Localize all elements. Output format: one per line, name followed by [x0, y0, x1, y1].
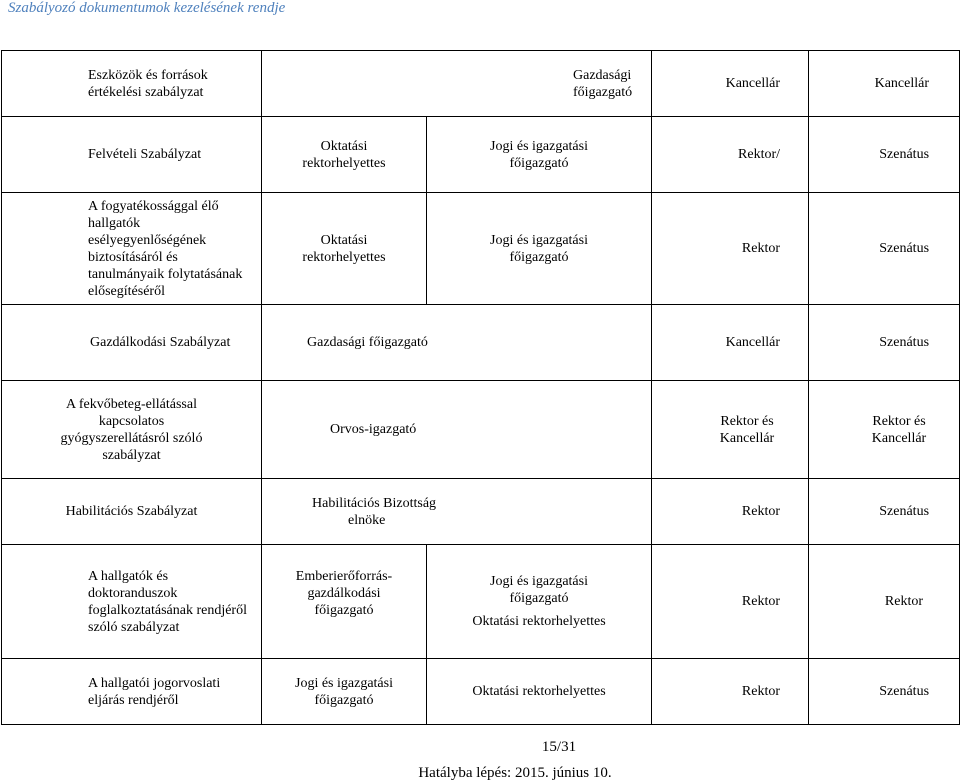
- preparer-cell: Jogi és igazgatási főigazgató: [427, 117, 652, 193]
- decision-maker-cell: Szenátus: [809, 659, 960, 725]
- preparer-cell: Gazdasági főigazgató: [262, 51, 652, 117]
- document-header-title: Szabályozó dokumentumok kezelésének rendje: [8, 0, 286, 16]
- table-row: [2, 305, 960, 381]
- approver-cell: Rektor: [652, 479, 809, 545]
- approver-cell: Rektor/: [652, 117, 809, 193]
- table-row: [2, 51, 960, 117]
- regulation-name-cell: A fekvőbeteg-ellátással kapcsolatos gyógyszerellátásról szóló szabályzat: [2, 381, 262, 479]
- regulation-name-cell: Eszközök és források értékelési szabályzat: [2, 51, 262, 117]
- table-row: [2, 381, 960, 479]
- responsible-cell: Oktatási rektorhelyettes: [262, 117, 427, 193]
- page-number: 15/31: [541, 739, 577, 755]
- effective-date: Hatályba lépés: 2015. június 10.: [418, 765, 612, 781]
- regulation-name-cell: Felvételi Szabályzat: [2, 117, 262, 193]
- decision-maker-cell: Szenátus: [809, 479, 960, 545]
- decision-maker-cell: Szenátus: [809, 117, 960, 193]
- approver-cell: Rektor: [652, 545, 809, 659]
- decision-maker-cell: Rektor és Kancellár: [809, 381, 960, 479]
- responsible-cell: Jogi és igazgatási főigazgató: [262, 659, 427, 725]
- approver-cell: Rektor: [652, 659, 809, 725]
- table-row: [2, 545, 960, 659]
- responsible-cell: Emberierőforrás- gazdálkodási főigazgató: [262, 545, 427, 659]
- table-row: [2, 117, 960, 193]
- decision-maker-cell: Rektor: [809, 545, 960, 659]
- regulation-name-cell: Gazdálkodási Szabályzat: [2, 305, 262, 381]
- decision-maker-cell: Kancellár: [809, 51, 960, 117]
- approver-cell: Rektor és Kancellár: [652, 381, 809, 479]
- preparer-cell: Jogi és igazgatási főigazgató Oktatási rektorhelyettes: [427, 545, 652, 659]
- approver-cell: Kancellár: [652, 305, 809, 381]
- table-row: [2, 659, 960, 725]
- regulation-name-cell: Habilitációs Szabályzat: [2, 479, 262, 545]
- preparer-cell: Oktatási rektorhelyettes: [427, 659, 652, 725]
- preparer-cell: Gazdasági főigazgató: [262, 305, 652, 381]
- decision-maker-cell: Szenátus: [809, 305, 960, 381]
- preparer-cell: Jogi és igazgatási főigazgató: [427, 193, 652, 305]
- table-row: [2, 479, 960, 545]
- decision-maker-cell: Szenátus: [809, 193, 960, 305]
- responsible-cell: Oktatási rektorhelyettes: [262, 193, 427, 305]
- regulation-name-cell: A fogyatékossággal élő hallgatók esélyegyenlőségének biztosításáról és tanulmányaik folytatásának elősegítéséről: [2, 193, 262, 305]
- regulation-name-cell: A hallgatói jogorvoslati eljárás rendjéről: [2, 659, 262, 725]
- table-row: [2, 193, 960, 305]
- approver-cell: Rektor: [652, 193, 809, 305]
- approver-cell: Kancellár: [652, 51, 809, 117]
- regulations-table: [1, 50, 960, 725]
- regulation-name-cell: A hallgatók és doktoranduszok foglalkoztatásának rendjéről szóló szabályzat: [2, 545, 262, 659]
- preparer-cell: Habilitációs Bizottság elnöke: [262, 479, 652, 545]
- preparer-cell: Orvos-igazgató: [262, 381, 652, 479]
